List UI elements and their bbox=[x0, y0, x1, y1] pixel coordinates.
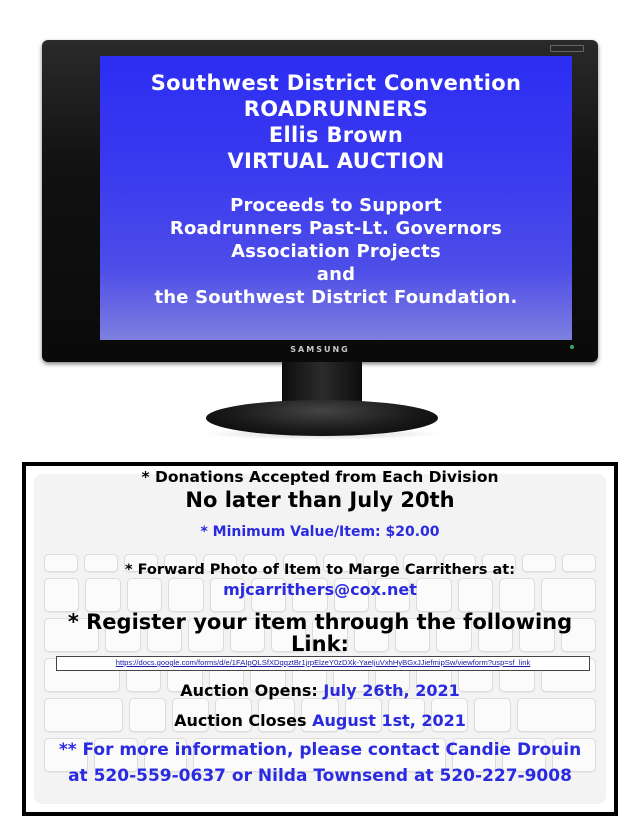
title-block bbox=[100, 70, 572, 174]
title-line-1: Southwest District Convention bbox=[150, 71, 522, 95]
auction-closes-line bbox=[26, 711, 614, 730]
auction-closes-label: Auction Closes bbox=[174, 711, 313, 730]
contact-email[interactable]: mjcarrithers@cox.net bbox=[223, 580, 417, 599]
contact-info-line-2: at 520-559-0637 or Nilda Townsend at 520-227-9008 bbox=[68, 766, 572, 786]
title-line-4: VIRTUAL AUCTION bbox=[227, 149, 445, 173]
auction-opens-date: July 26th, 2021 bbox=[323, 681, 460, 700]
proceeds-line-1: Proceeds to Support bbox=[230, 195, 442, 216]
monitor-screen bbox=[100, 56, 572, 340]
auction-info-box bbox=[22, 462, 618, 816]
auction-closes-date: August 1st, 2021 bbox=[312, 711, 466, 730]
monitor-indicator bbox=[550, 45, 584, 52]
register-link-label: Link: bbox=[291, 632, 349, 656]
auction-opens-line bbox=[26, 681, 614, 700]
monitor-base bbox=[206, 400, 438, 436]
proceeds-line-2: Roadrunners Past-Lt. Governors bbox=[169, 218, 503, 239]
title-line-2: ROADRUNNERS bbox=[243, 97, 429, 121]
minimum-value-text: * Minimum Value/Item: $20.00 bbox=[200, 524, 440, 540]
register-item-text: * Register your item through the following bbox=[67, 610, 573, 634]
forward-photo-text: * Forward Photo of Item to Marge Carrithers at: bbox=[124, 562, 515, 578]
proceeds-line-4: and bbox=[316, 264, 356, 285]
deadline-text: No later than July 20th bbox=[185, 488, 455, 512]
proceeds-line-3: Association Projects bbox=[231, 241, 441, 262]
auction-opens-label: Auction Opens: bbox=[180, 681, 324, 700]
proceeds-block bbox=[100, 194, 572, 309]
donations-accepted-text: * Donations Accepted from Each Division bbox=[141, 468, 499, 486]
power-led-icon bbox=[570, 345, 574, 349]
monitor-illustration bbox=[42, 40, 598, 362]
monitor-brand-logo: SAMSUNG bbox=[290, 345, 350, 354]
contact-info-line-1: ** For more information, please contact Candie Drouin bbox=[58, 740, 582, 760]
proceeds-line-5: the Southwest District Foundation. bbox=[154, 287, 518, 308]
title-line-3: Ellis Brown bbox=[268, 123, 404, 147]
registration-form-link[interactable]: https://docs.google.com/forms/d/e/1FAIpQLSfXDqqztBr1jrpElzeY0zDXk-YaeIjuVxhHyBGxJJiefmipSw/viewform?usp=sf_link bbox=[56, 656, 590, 671]
